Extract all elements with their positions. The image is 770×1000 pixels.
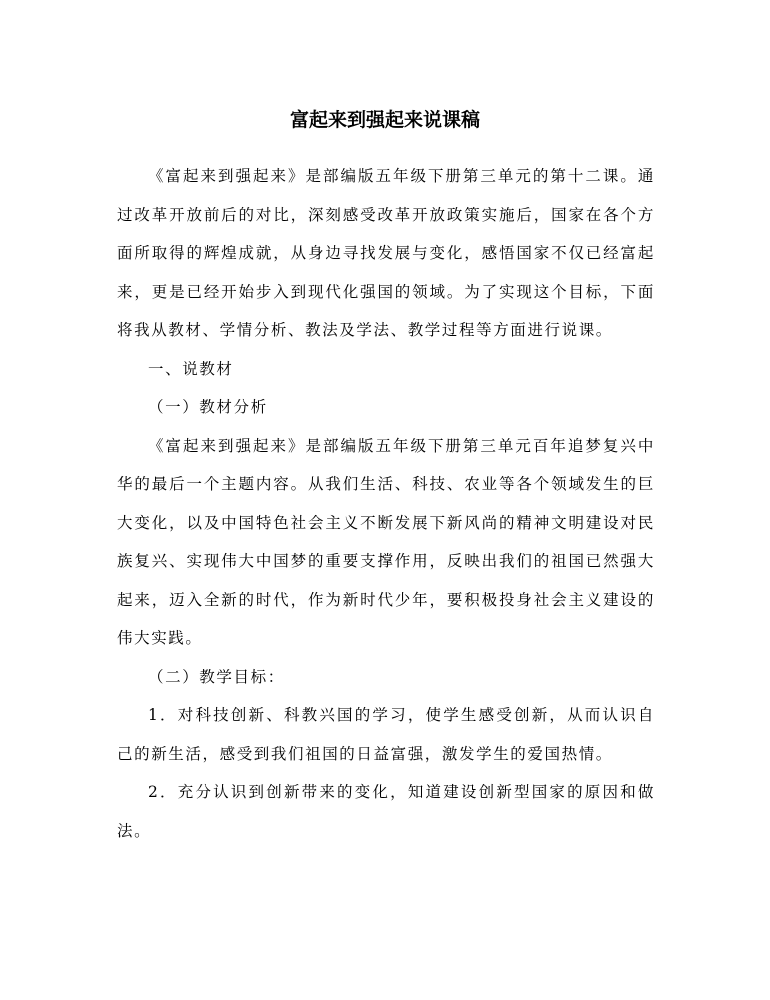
goal-item-2: 2．充分认识到创新带来的变化，知道建设创新型国家的原因和做法。 — [117, 783, 655, 840]
intro-paragraph: 《富起来到强起来》是部编版五年级下册第三单元的第十二课。通过改革开放前后的对比，深刻感受改革开放政策实施后，国家在各个方面所取得的辉煌成就，从身边寻找发展与变化，感悟国家不仅已经富起来，更是已经开始步入到现代化强国的领域。为了实现这个目标，下面将我从教材、学情分析、教法及学法、教学过程等方面进行说课。 — [117, 167, 655, 339]
subsection-heading-analysis: （一）教材分析 — [148, 398, 268, 416]
document-title: 富起来到强起来说课稿 — [289, 109, 480, 131]
section-heading-textbook: 一、说教材 — [148, 359, 234, 378]
subsection-heading-goals: （二）教学目标： — [148, 667, 285, 686]
analysis-paragraph: 《富起来到强起来》是部编版五年级下册第三单元百年追梦复兴中华的最后一个主题内容。从我们生活、科技、农业等各个领域发生的巨大变化，以及中国特色社会主义不断发展下新风尚的精神文明建设对民族复兴、实现伟大中国梦的重要支撑作用，反映出我们的祖国已然强大起来，迈入全新的时代，作为新时代少年，要积极投身社会主义建设的伟大实践。 — [117, 436, 655, 647]
document-body — [117, 157, 655, 850]
goal-item-1: 1．对科技创新、科教兴国的学习，使学生感受创新，从而认识自己的新生活，感受到我们祖国的日益富强，激发学生的爱国热情。 — [117, 706, 655, 763]
